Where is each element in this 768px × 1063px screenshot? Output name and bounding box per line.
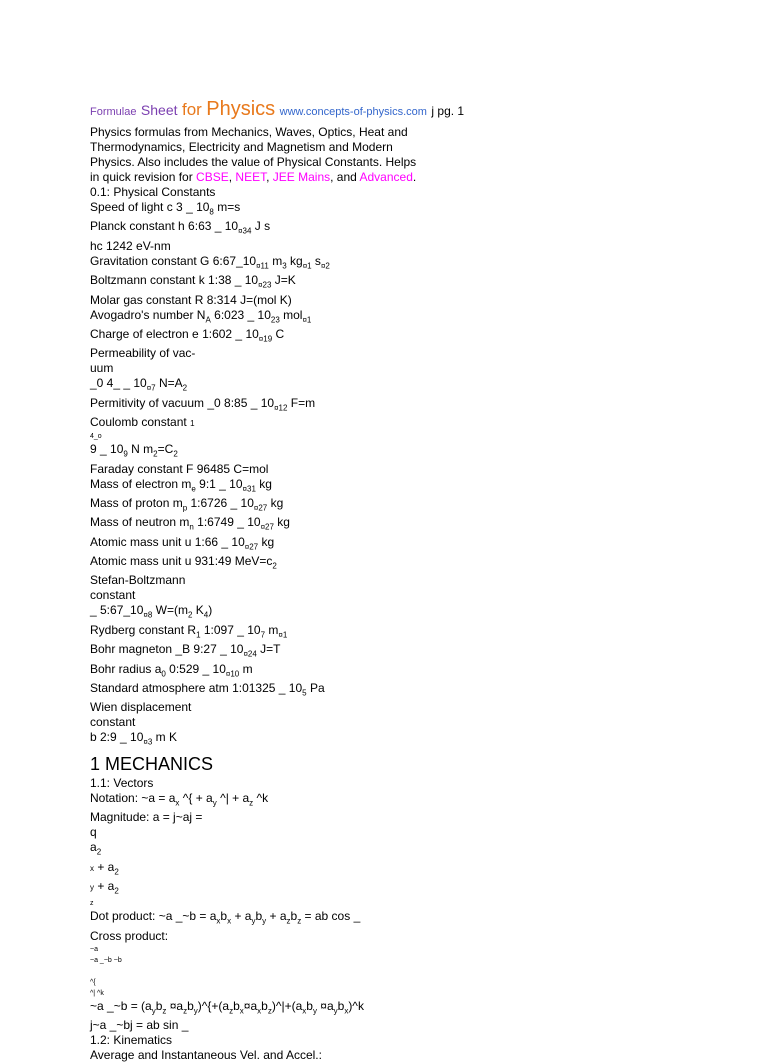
constant-line: b 2:9 _ $10_{¤3}$ m K [90,730,177,747]
intro-line: Physics formulas from Mechanics, Waves, Optics, Heat and [90,125,408,139]
constant-line: hc 1242 eV-nm [90,238,171,253]
constant-line: uum [90,361,114,376]
constant-line: Bohr magneton _B 9:27 _ $10_{¤24}$ J=T [90,642,281,659]
constant-line: constant [90,588,136,603]
intro-line: in quick revision for CBSE, NEET, JEE Mains, and Advanced. [90,170,417,184]
subsection-heading: 1.2: Kinematics [90,1033,173,1048]
formula-line: ~a _~b = ($a_yb_z$ $¤a_zb_y)\^{}\{+(a_zb_x¤a_xb_z)\^{}|+(a_xb_y$ $¤a_yb_x)\^{}k$ [90,998,364,1016]
constant-line: Boltzmann constant k 1:38 _ $10_{¤23}$ J=K [90,273,296,290]
constant-line: constant [90,715,136,730]
formula-line: Magnitude: a = j~aj = [90,810,203,825]
formula-line: q [90,825,97,840]
header-word-sheet: Sheet [140,102,178,118]
formula-line: $y + a_2$ [90,878,119,896]
constant-line: Coulomb constant 1 [90,415,195,430]
constant-line: Rydberg constant $R_1$ 1:097 _ $10_7$ $m_{¤1}$ [90,622,288,640]
constant-line: Permeability of vac- [90,346,196,361]
link-jee-mains[interactable]: JEE Mains [272,170,331,184]
formula-fragment: z [90,900,94,908]
intro-line: Physics. Also includes the value of Physical Constants. Helps [90,155,417,169]
constant-line: Gravitation constant G $6:67\_10_{¤11}$ $m_3$ $kg_{¤1}$ $s_{¤2}$ [90,253,330,271]
constant-line: Bohr radius $a_0$ 0:529 _ $10_{¤10}$ m [90,661,253,679]
link-cbse[interactable]: CBSE [196,170,229,184]
constant-line: Faraday constant F 96485 C=mol [90,461,269,476]
constant-line: Permitivity of vacuum _0 8:85 _ $10_{¤12}$ F=m [90,395,316,413]
constant-line: _ $5:67\_10_{¤8}$ $W=(m_2$ $K_4$) [90,603,213,620]
constant-line: Planck constant h 6:63 _ $10_{¤34}$ J s [90,219,271,236]
constant-line: Wien displacement [90,700,192,715]
formula-line: j~a _~bj = ab sin _ [90,1018,189,1033]
header-word-physics: Physics [206,98,276,120]
formula-line: Dot product: ~a _~b = $a_xb_x + a_yb_y + a_zb_z$ = ab cos _ [90,909,361,926]
constant-line: Charge of electron e 1:602 _ $10_{¤19}$ C [90,326,285,344]
constant-line: Molar gas constant R 8:314 J=(mol K) [90,292,292,307]
header-word-formulae: Formulae [90,106,137,118]
header-word-for: for [181,100,202,119]
link-advanced[interactable]: Advanced [359,170,413,184]
formula-line: $x + a_2$ [90,859,119,876]
subsection-heading: 1.1: Vectors [90,775,154,790]
formula-fragment: ^| ^k [90,989,104,997]
constant-line: Speed of light c 3 _ $10_8$ m=s [90,200,241,217]
section-title-mechanics: 1 MECHANICS [90,753,214,774]
formula-fragment: ^{ [90,978,96,986]
constant-line: Standard atmosphere atm 1:01325 _ $10_5$ Pa [90,681,325,698]
constant-line: Mass of electron $m_e$ 9:1 _ $10_{¤31}$ kg [90,476,272,493]
constant-fraction: 4_o [90,433,102,441]
constant-line: _0 4_ _ $10_{¤7}$ $N=A_2$ [90,376,188,393]
constant-line: Mass of neutron $m_n$ 1:6749 _ $10_{¤27}$ kg [90,515,290,532]
formula-fragment: ~a [90,945,98,953]
formula-sheet [90,96,730,1063]
sheet-header [90,96,730,125]
constant-line: Atomic mass unit u 1:66 _ $10_{¤27}$ kg [90,534,275,552]
formula-fragment [90,966,730,977]
constant-line: Stefan-Boltzmann [90,573,186,588]
section-heading: 0.1: Physical Constants [90,185,216,199]
link-neet[interactable]: NEET [235,170,267,184]
constant-line: 9 _ $10_9$ N $m_2=C_2$ [90,442,178,459]
constant-line: Avogadro's number $N_A$ 6:023 _ $10_{23}$ mol$_{¤1}$ [90,307,312,324]
formula-line: Notation: ~a = $a_x$ ^{ + $a_y$ ^| + $a_z$ ^k [90,790,269,808]
header-page-number: j pg. 1 [431,104,465,118]
constant-line: Atomic mass unit u 931:49 $MeV=c_2$ [90,554,277,571]
formula-line: $a_2$ [90,840,102,857]
formula-fragment: ~a _~b ~b [90,956,122,964]
formula-line: Cross product: [90,928,169,943]
header-site-link[interactable]: www.concepts-of-physics.com [279,106,427,118]
constant-line: Mass of proton $m_p$ 1:6726 _ $10_{¤27}$ kg [90,495,284,513]
intro-line: Thermodynamics, Electricity and Magnetism and Modern [90,140,393,154]
formula-line: Average and Instantaneous Vel. and Accel.: [90,1048,322,1063]
